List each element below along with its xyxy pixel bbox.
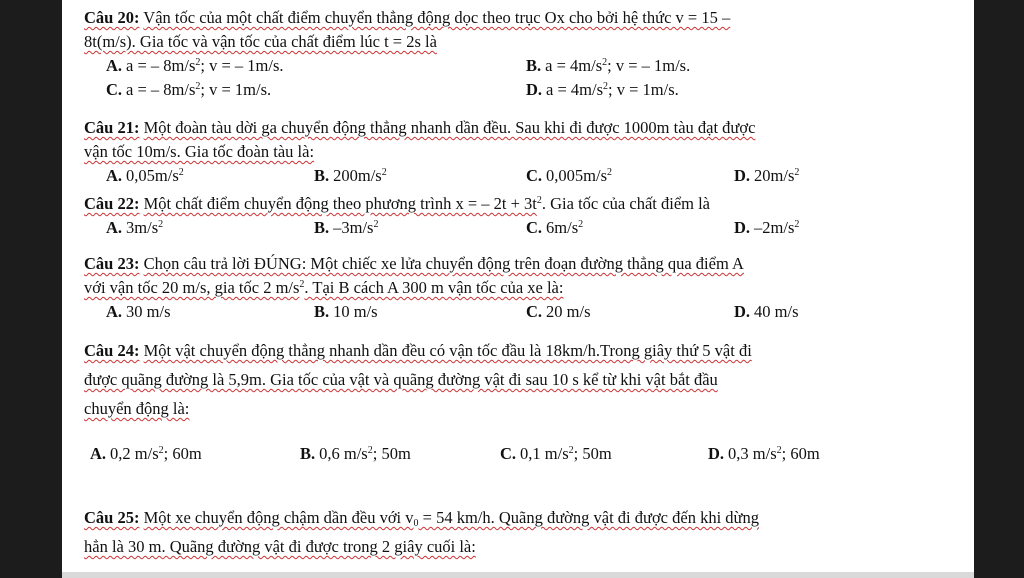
question-23-label: Câu 23:: [84, 254, 140, 273]
option-a[interactable]: A. a = – $8m/s^2$; v = – 1m/s.: [106, 56, 284, 75]
option-c[interactable]: C. $0,005m/s^2$: [526, 166, 613, 185]
left-frame: [0, 0, 62, 578]
question-20-stem: [84, 6, 974, 54]
question-23-options: [84, 300, 974, 324]
question-21-text-line1: Một đoàn tàu dời ga chuyển động thẳng nhanh dần đều. Sau khi đi được 1000m tàu đạt được: [143, 118, 756, 137]
option-a[interactable]: A. 0,2 $m/s^2$; 60m: [90, 444, 202, 463]
question-20-options-row2: [84, 78, 974, 102]
question-25-subscript: 0: [413, 518, 419, 529]
question-24-label: Câu 24:: [84, 341, 140, 360]
bottom-strip: [62, 572, 974, 578]
question-20-label: Câu 20:: [84, 8, 140, 27]
question-25: [84, 503, 974, 561]
question-24-text-line2: được quãng đường là 5,9m. Gia tốc của vật và quãng đường vật đi sau 10 s kể từ khi vật bắt đầu: [84, 370, 718, 389]
document-page: [62, 0, 974, 578]
question-22-stem: [84, 192, 974, 216]
question-20-options-row1: [84, 54, 974, 78]
question-23-text-line1: Chọn câu trả lời ĐÚNG: Một chiếc xe lửa chuyển động trên đoạn đường thẳng qua điểm A: [143, 254, 744, 273]
question-25-text-line1b: = 54 km/h. Quãng đường vật đi được đến khi dừng: [418, 508, 759, 527]
option-c[interactable]: C. 20 m/s: [526, 302, 591, 321]
option-a[interactable]: A. $3m/s^2$: [106, 218, 164, 237]
question-21-stem: [84, 116, 974, 164]
option-d[interactable]: D. $a = 4m/s^2$; v = 1m/s.: [526, 80, 679, 99]
right-frame: [974, 0, 1024, 578]
question-24: [84, 336, 974, 471]
question-23-text-line2a: với vận tốc 20 m/s, gia tốc 2 m/s: [84, 278, 300, 297]
question-22-options: [84, 216, 974, 240]
option-b[interactable]: B. $200m/s^2$: [314, 166, 387, 185]
question-20: [84, 6, 974, 102]
option-b[interactable]: B. 10 m/s: [314, 302, 378, 321]
option-d[interactable]: D. $-2m/s^2$: [734, 218, 800, 237]
question-25-stem: [84, 503, 974, 561]
option-c[interactable]: C. a = – $8m/s^2$; v = 1m/s.: [106, 80, 272, 99]
question-21: [84, 116, 974, 188]
question-21-label: Câu 21:: [84, 118, 140, 137]
question-22-text-a: Một chất điểm chuyển động theo phương trình x = – 2t + 3t: [143, 194, 537, 213]
option-b[interactable]: B. $a = 4m/s^2$; v = – 1m/s.: [526, 56, 691, 75]
option-d[interactable]: D. 40 m/s: [734, 302, 799, 321]
question-23-exponent: 2: [299, 279, 305, 290]
question-20-text-line2: 8t(m/s). Gia tốc và vận tốc của chất điểm lúc t = 2s là: [84, 32, 437, 51]
question-22-text-b: . Gia tốc của chất điểm là: [541, 194, 711, 213]
question-23-stem: [84, 252, 974, 300]
question-22: [84, 192, 974, 240]
option-c[interactable]: C. 0,1 $m/s^2$; 50m: [500, 444, 612, 463]
option-a[interactable]: A. 30 m/s: [106, 302, 171, 321]
option-c[interactable]: C. $6m/s^2$: [526, 218, 584, 237]
option-d[interactable]: D. $20m/s^2$: [734, 166, 800, 185]
question-22-exponent: 2: [536, 195, 542, 206]
question-23: [84, 252, 974, 324]
question-24-stem: [84, 336, 974, 423]
question-20-text-line1: Vận tốc của một chất điểm chuyển thẳng động dọc theo trục Ox cho bởi hệ thức v = 15 –: [143, 8, 731, 27]
question-24-text-line1: Một vật chuyển động thẳng nhanh dần đều có vận tốc đầu là 18km/h.Trong giây thứ 5 vật đi: [143, 341, 752, 360]
question-25-text-line1a: Một xe chuyển động chậm dần đều với v: [143, 508, 414, 527]
option-d[interactable]: D. 0,3 $m/s^2$; 60m: [708, 444, 820, 463]
question-25-label: Câu 25:: [84, 508, 140, 527]
option-b[interactable]: B. 0,6 $m/s^2$; 50m: [300, 444, 411, 463]
option-b[interactable]: B. $-3m/s^2$: [314, 218, 379, 237]
option-a[interactable]: A. $0,05m/s^2$: [106, 166, 184, 185]
question-22-label: Câu 22:: [84, 194, 140, 213]
question-21-options: [84, 164, 974, 188]
question-23-text-line2b: . Tại B cách A 300 m vận tốc của xe là:: [304, 278, 564, 297]
question-24-options: [84, 439, 974, 471]
question-25-text-line2: hẳn là 30 m. Quãng đường vật đi được trong 2 giây cuối là:: [84, 537, 476, 556]
question-24-text-line3: chuyển động là:: [84, 399, 190, 418]
question-21-text-line2: vận tốc 10m/s. Gia tốc đoàn tàu là:: [84, 142, 315, 161]
